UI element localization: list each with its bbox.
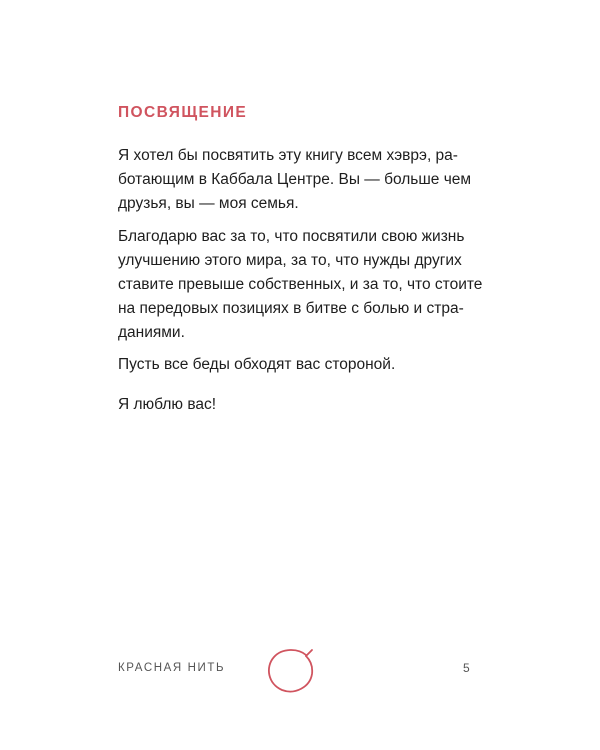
text-line: даниями.	[118, 324, 185, 341]
dedication-paragraph-2	[118, 225, 490, 345]
text-line: на передовых позициях в битве с болью и стра-	[118, 300, 464, 317]
text-line: Я люблю вас!	[118, 396, 217, 413]
text-line: ставите превыше собственных, и за то, что стоите	[118, 276, 483, 293]
text-line: Благодарю вас за то, что посвятили свою жизнь	[118, 228, 465, 245]
dedication-paragraph-4	[118, 393, 490, 417]
dedication-paragraph-1	[118, 144, 490, 216]
page-number: 5	[463, 661, 470, 675]
red-thread-icon	[262, 646, 322, 694]
running-footer-book-title: КРАСНАЯ НИТЬ	[118, 662, 226, 674]
text-line: ботающим в Каббала Центре. Вы — больше чем	[118, 171, 472, 188]
page-title: ПОСВЯЩЕНИЕ	[118, 104, 248, 121]
text-line: Я хотел бы посвятить эту книгу всем хэврэ, ра-	[118, 147, 458, 164]
text-line: друзья, вы — моя семья.	[118, 195, 299, 212]
dedication-paragraph-3	[118, 353, 490, 377]
text-line: Пусть все беды обходят вас стороной.	[118, 356, 396, 373]
text-line: улучшению этого мира, за то, что нужды других	[118, 252, 462, 269]
